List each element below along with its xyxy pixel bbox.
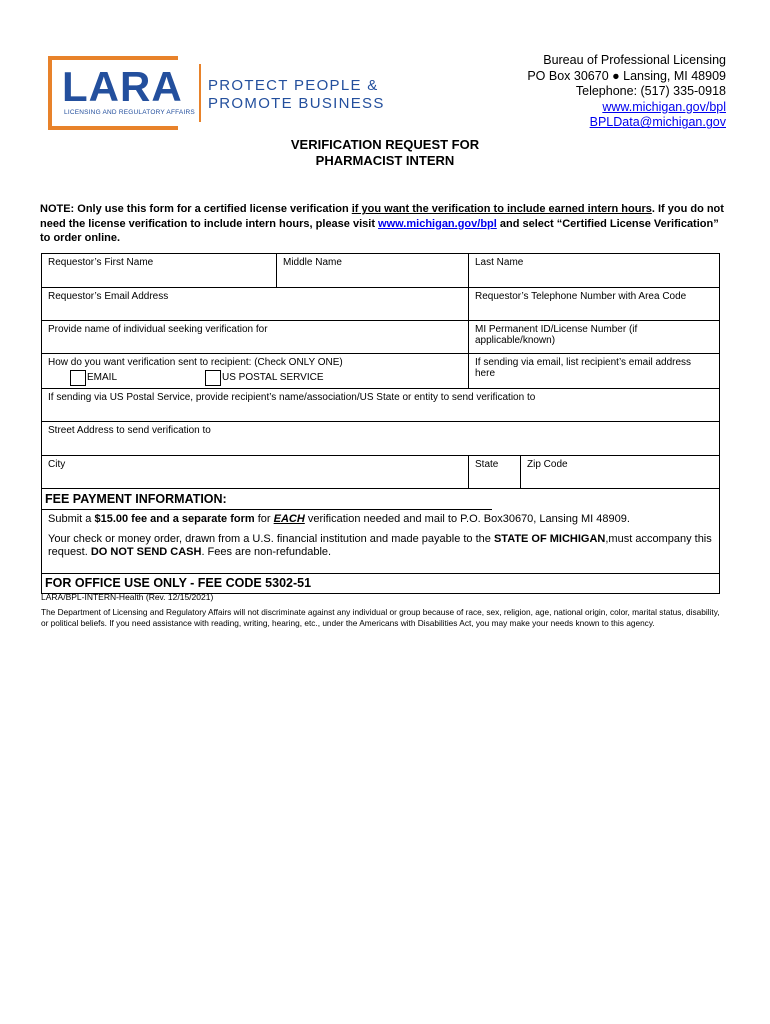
email-field[interactable]	[42, 288, 468, 320]
fee-line1-pre: Submit a	[48, 513, 95, 525]
lara-logo	[48, 56, 195, 130]
fee-line2-pre: Your check or money order, drawn from a U.S. financial institution and made payable to the	[48, 532, 494, 545]
note-paragraph	[40, 202, 726, 246]
last-name-label: Last Name	[475, 257, 524, 268]
fee-line2-post: . Fees are non-refundable.	[201, 546, 332, 558]
recipient-row	[41, 388, 720, 421]
telephone-field[interactable]	[468, 288, 719, 320]
email-checkbox[interactable]	[70, 370, 86, 386]
fee-line1-post: verification needed and mail to P.O. Box30670, Lansing MI 48909.	[304, 513, 630, 525]
logo-subtitle: LICENSING AND REGULATORY AFFAIRS	[64, 109, 195, 116]
logo-wordmark: LARA	[62, 63, 183, 110]
individual-row	[41, 320, 720, 353]
city-field[interactable]	[42, 456, 468, 488]
website-link[interactable]: www.michigan.gov/bpl	[602, 99, 726, 114]
state-field[interactable]	[468, 456, 520, 488]
page-title	[0, 137, 770, 169]
fee-line2	[42, 527, 719, 560]
telephone: Telephone: (517) 335-0918	[575, 84, 726, 99]
note-link[interactable]: www.michigan.gov/bpl	[378, 217, 497, 230]
recipient-name-field[interactable]	[42, 389, 719, 421]
note-prefix: NOTE: Only use this form for a certified license verification	[40, 203, 352, 215]
zip-label: Zip Code	[527, 459, 568, 470]
fee-section	[41, 488, 720, 573]
disclaimer: The Department of Licensing and Regulatory Affairs will not discriminate against any individual or group because of race, sex, religion, age, national origin, color, marital status, disability, or political beliefs. If you need assistance with reading, writing, hearing, etc., under the Americans with Disabilities Act, you may make your needs known to this agency.	[41, 607, 720, 629]
logo-divider	[199, 64, 201, 122]
email-option-label: EMAIL	[87, 372, 118, 383]
logo-tagline	[208, 77, 385, 113]
postal-option-label: US POSTAL SERVICE	[222, 372, 324, 383]
individual-label: Provide name of individual seeking verification for	[48, 324, 268, 335]
note-middle: . If you do not need the license verification to include intern hours, please visit	[40, 203, 724, 230]
fee-amount: $15.00 fee and a separate form	[94, 513, 255, 525]
license-number-field[interactable]	[468, 321, 719, 353]
po-box: PO Box 30670 ● Lansing, MI 48909	[527, 68, 726, 83]
title-line1: VERIFICATION REQUEST FOR	[290, 137, 480, 152]
fee-for: for	[254, 513, 274, 525]
tagline-line1: PROTECT PEOPLE &	[208, 77, 379, 94]
office-header: FOR OFFICE USE ONLY - FEE CODE 5302-51	[45, 576, 312, 590]
zip-field[interactable]	[520, 456, 719, 488]
last-name-field[interactable]	[468, 254, 719, 287]
street-label: Street Address to send verification to	[48, 425, 211, 436]
postal-checkbox[interactable]	[205, 370, 221, 386]
bureau-name: Bureau of Professional Licensing	[543, 53, 726, 67]
middle-name-label: Middle Name	[283, 257, 342, 268]
email-label: Requestor’s Email Address	[48, 291, 169, 302]
note-underlined: if you want the verification to include earned intern hours	[351, 203, 652, 215]
fee-payee: STATE OF MICHIGAN	[493, 532, 606, 545]
individual-field[interactable]	[42, 321, 468, 353]
title-line2: PHARMACIST INTERN	[315, 153, 455, 168]
note-suffix: and select “Certified License Verification” to order online.	[40, 217, 719, 244]
street-field[interactable]	[42, 422, 719, 455]
recipient-name-label: If sending via US Postal Service, provide recipient’s name/association/US State or entity to send verification to	[48, 392, 536, 403]
fee-line2-mid: ,must accompany this request.	[48, 532, 712, 558]
middle-name-field[interactable]	[276, 254, 468, 287]
fee-no-cash: DO NOT SEND CASH	[90, 546, 202, 558]
city-label: City	[48, 459, 66, 470]
recipient-email-label: If sending via email, list recipient’s email address here	[475, 357, 692, 379]
name-row	[41, 253, 720, 287]
tagline-line2: PROMOTE BUSINESS	[208, 95, 385, 112]
request-form	[41, 253, 720, 594]
contact-row	[41, 287, 720, 320]
email-link[interactable]: BPLData@michigan.gov	[589, 115, 726, 130]
office-section	[41, 573, 720, 594]
street-row	[41, 421, 720, 455]
fee-each: EACH	[273, 513, 305, 525]
city-row	[41, 455, 720, 488]
first-name-field[interactable]	[42, 254, 276, 287]
delivery-method-field	[42, 354, 468, 388]
delivery-question: How do you want verification sent to recipient: (Check ONLY ONE)	[48, 357, 343, 368]
address-block	[527, 53, 726, 131]
state-label: State	[475, 459, 499, 470]
telephone-label: Requestor’s Telephone Number with Area Code	[475, 291, 687, 302]
delivery-row	[41, 353, 720, 388]
first-name-label: Requestor’s First Name	[48, 257, 154, 268]
fee-line1	[42, 509, 719, 527]
license-number-label: MI Permanent ID/License Number (if applicable/known)	[475, 324, 638, 346]
fee-header: FEE PAYMENT INFORMATION:	[42, 489, 492, 510]
recipient-email-field[interactable]	[468, 354, 719, 388]
form-id: LARA/BPL-INTERN-Health (Rev. 12/15/2021)	[41, 592, 214, 602]
